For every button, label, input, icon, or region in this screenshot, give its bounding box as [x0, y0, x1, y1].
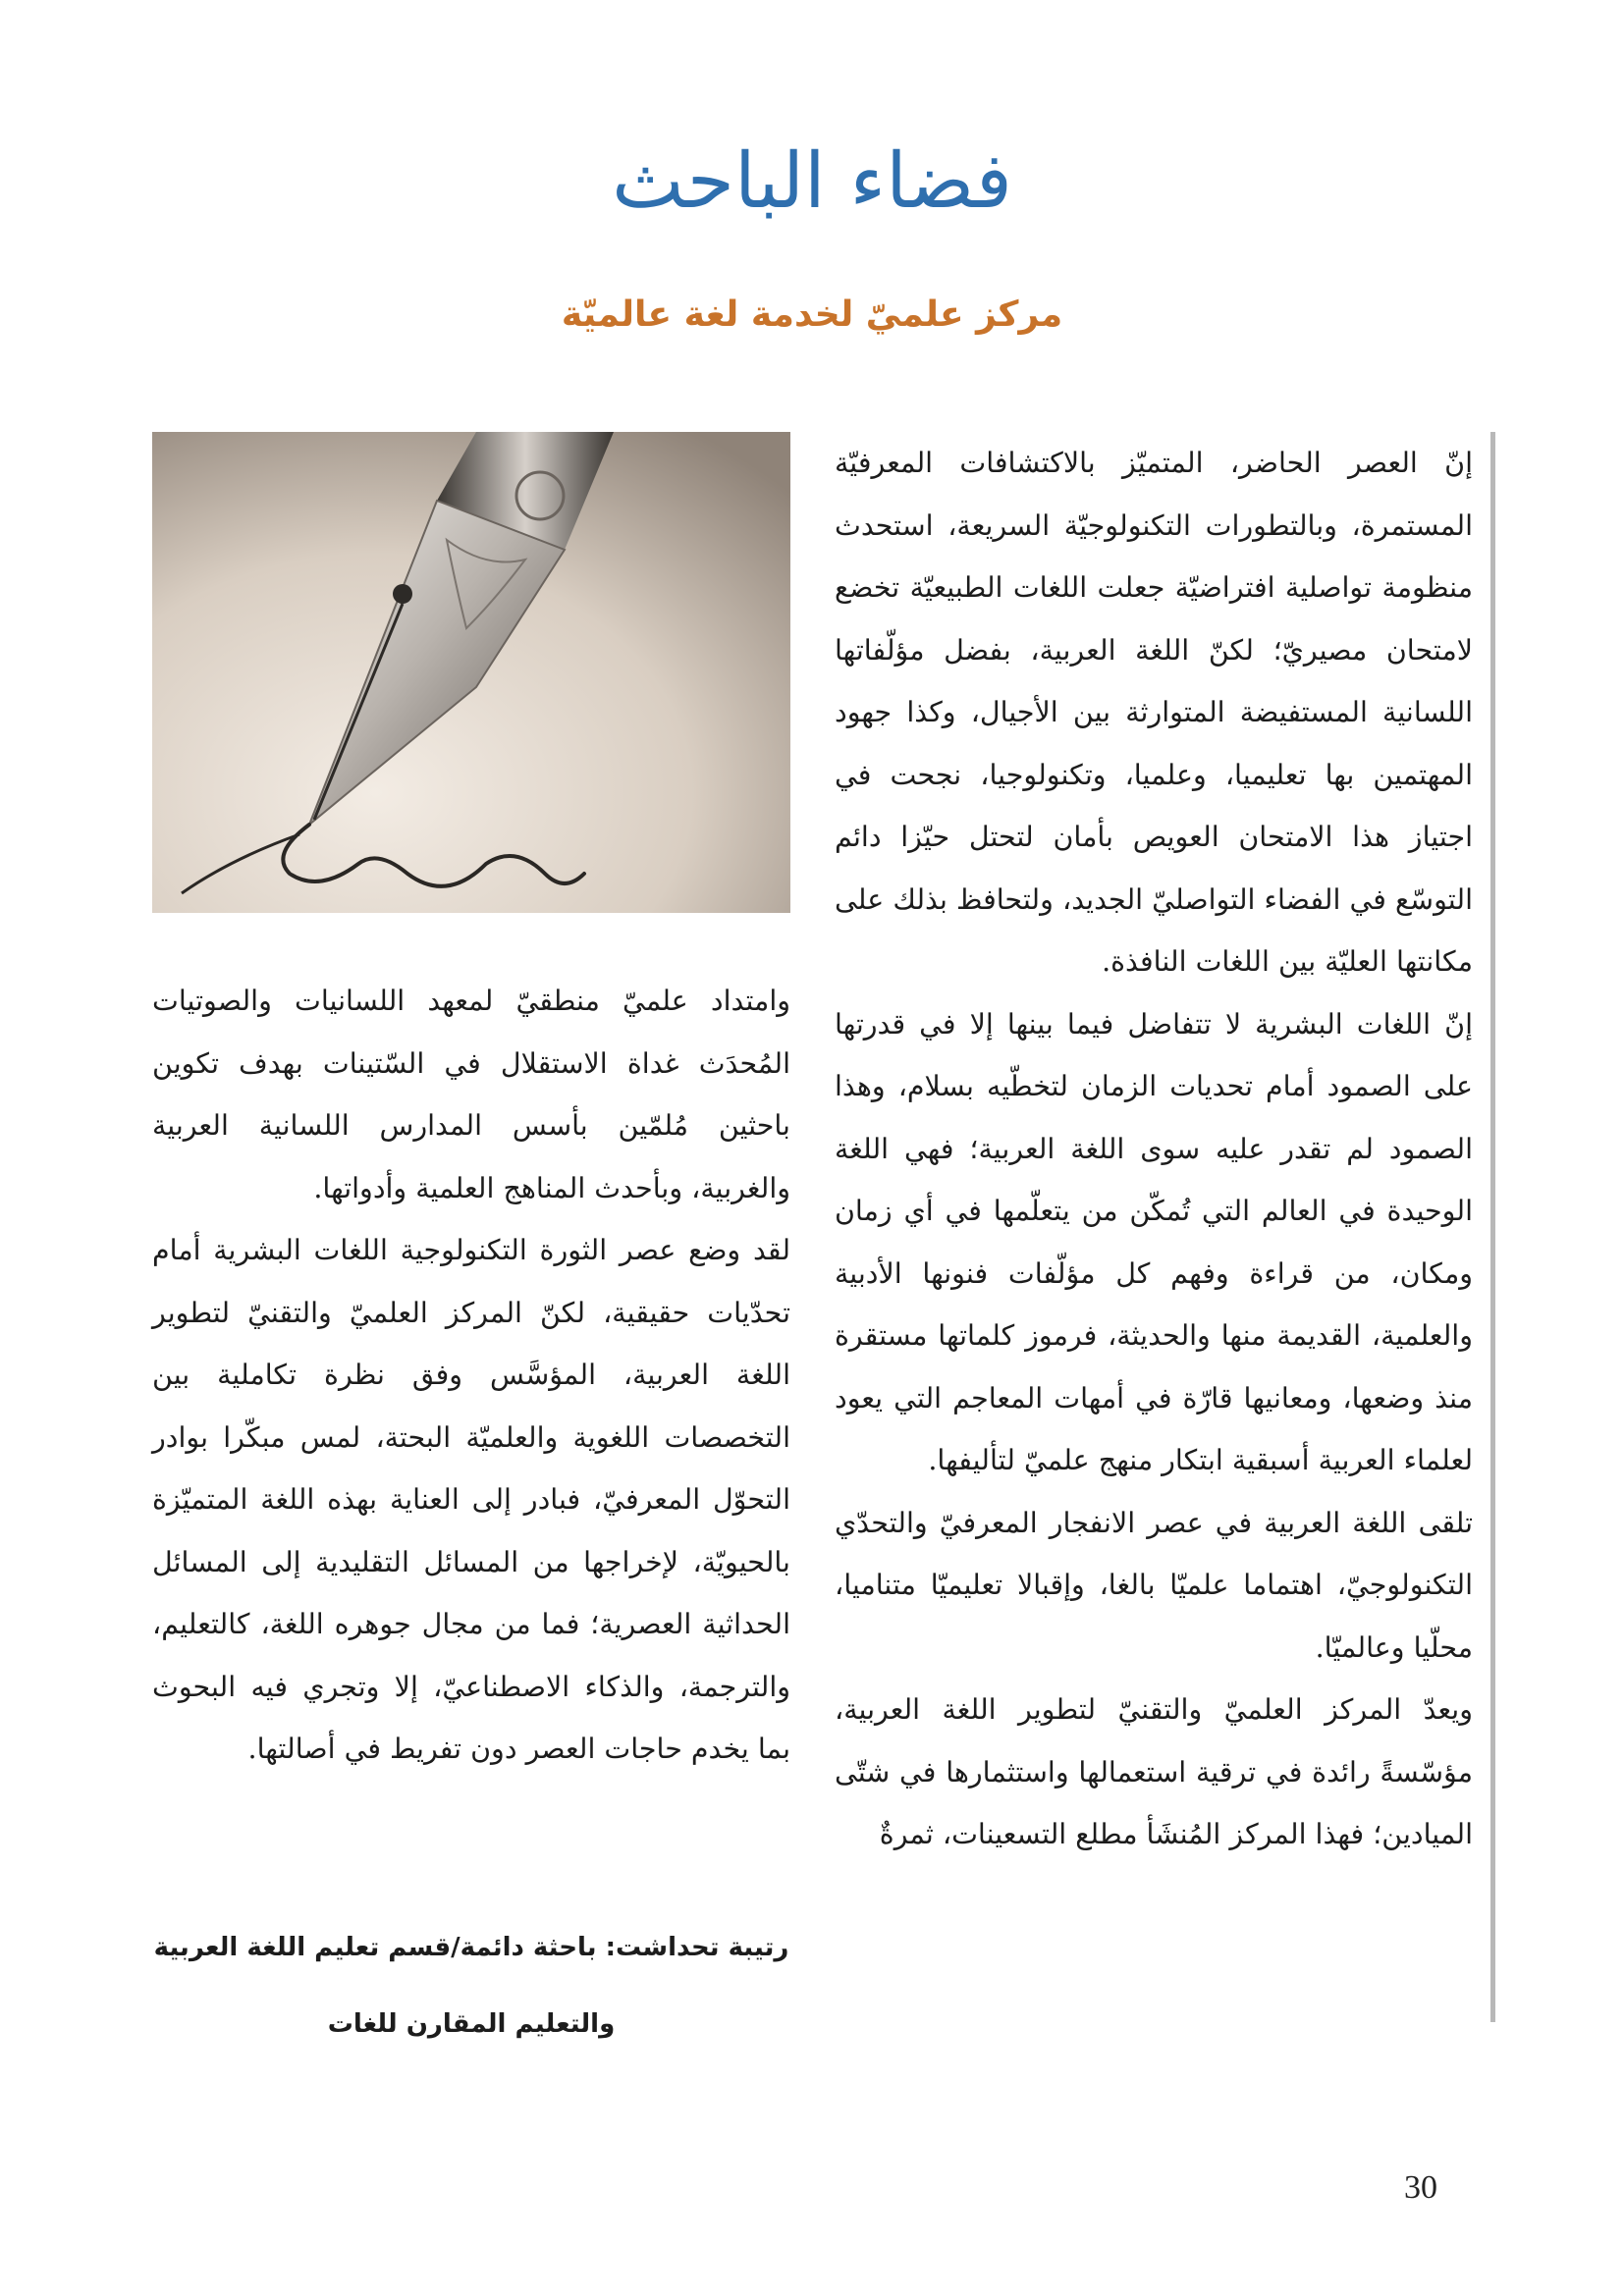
- paragraph: ويعدّ المركز العلميّ والتقنيّ لتطوير اللغة العربية، مؤسّسةً رائدة في ترقية استعمالها واستثمارها في شتّى الميادين؛ فهذا المركز المُنشَأ مطلع التسعينات، ثمرةٌ: [835, 1693, 1473, 1850]
- fountain-pen-photo: [152, 432, 790, 913]
- paragraph: وامتداد علميّ منطقيّ لمعهد اللسانيات والصوتيات المُحدَث غداة الاستقلال في السّتينات بهدف تكوين باحثين مُلمّين بأسس المدارس اللسانية العربية والغربية، وبأحدث المناهج العلمية وأدواتها.: [152, 985, 790, 1204]
- page-number: 30: [1404, 2169, 1437, 2206]
- author-line-1: رتيبة تحداشت: باحثة دائمة/قسم تعليم اللغة العربية: [153, 1933, 789, 1962]
- author-line-2: والتعليم المقارن للغات: [327, 2009, 616, 2039]
- paragraph: إنّ العصر الحاضر، المتميّز بالاكتشافات المعرفيّة المستمرة، وبالتطورات التكنولوجيّة السريعة، استحدث منظومة تواصلية افتراضيّة جعلت اللغات الطبيعيّة تخضع لامتحان مصيريّ؛ لكنّ اللغة العربية، بفضل مؤلّفاتها اللسانية المستفيضة المتوارثة بين الأجيال، وكذا جهود المهتمين بها تعليميا، وعلميا، وتكنولوجيا، نجحت في اجتياز هذا الامتحان العويص بأمان لتحتل حيّزا دائم التوسّع في الفضاء التواصليّ الجديد، ولتحافظ بذلك على مكانتها العليّة بين اللغات النافذة.: [835, 447, 1473, 978]
- paragraph: تلقى اللغة العربية في عصر الانفجار المعرفيّ والتحدّي التكنولوجيّ، اهتماما علميّا بالغا، وإقبالا تعليميّا متناميا، محلّيا وعالميّا.: [835, 1506, 1473, 1664]
- paragraph: لقد وضع عصر الثورة التكنولوجية اللغات البشرية أمام تحدّيات حقيقية، لكنّ المركز العلميّ والتقنيّ لتطوير اللغة العربية، المؤسَّس وفق نظرة تكاملية بين التخصصات اللغوية والعلميّة البحتة، لمس مبكّرا بوادر التحوّل المعرفيّ، فبادر إلى العناية بهذه اللغة المتميّزة بالحيويّة، لإخراجها من المسائل التقليدية إلى المسائل الحداثية العصرية؛ فما من مجال جوهره اللغة، كالتعليم، والترجمة، والذكاء الاصطناعيّ، إلا وتجري فيه البحوث بما يخدم حاجات العصر دون تفريط في أصالتها.: [152, 1234, 790, 1765]
- author-signature: [152, 1909, 790, 2062]
- paragraph: إنّ اللغات البشرية لا تتفاضل فيما بينها إلا في قدرتها على الصمود أمام تحديات الزمان لتخطّيه بسلام، وهذا الصمود لم تقدر عليه سوى اللغة العربية؛ فهي اللغة الوحيدة في العالم التي تُمكّن من يتعلّمها في أي زمان ومكان، من قراءة وفهم كل مؤلّفات فنونها الأدبية والعلمية، القديمة منها والحديثة، فرموز كلماتها مستقرة منذ وضعها، ومعانيها قارّة في أمهات المعاجم التي يعود لعلماء العربية أسبقية ابتكار منهج علميّ لتأليفها.: [835, 1007, 1473, 1476]
- right-column-text: [835, 432, 1495, 2022]
- section-title: فضاء الباحث: [612, 137, 1012, 226]
- left-column-text: [152, 970, 790, 1781]
- fountain-pen-writing-icon: [152, 432, 790, 913]
- article-title: مركز علميّ لخدمة لغة عالميّة: [561, 294, 1063, 335]
